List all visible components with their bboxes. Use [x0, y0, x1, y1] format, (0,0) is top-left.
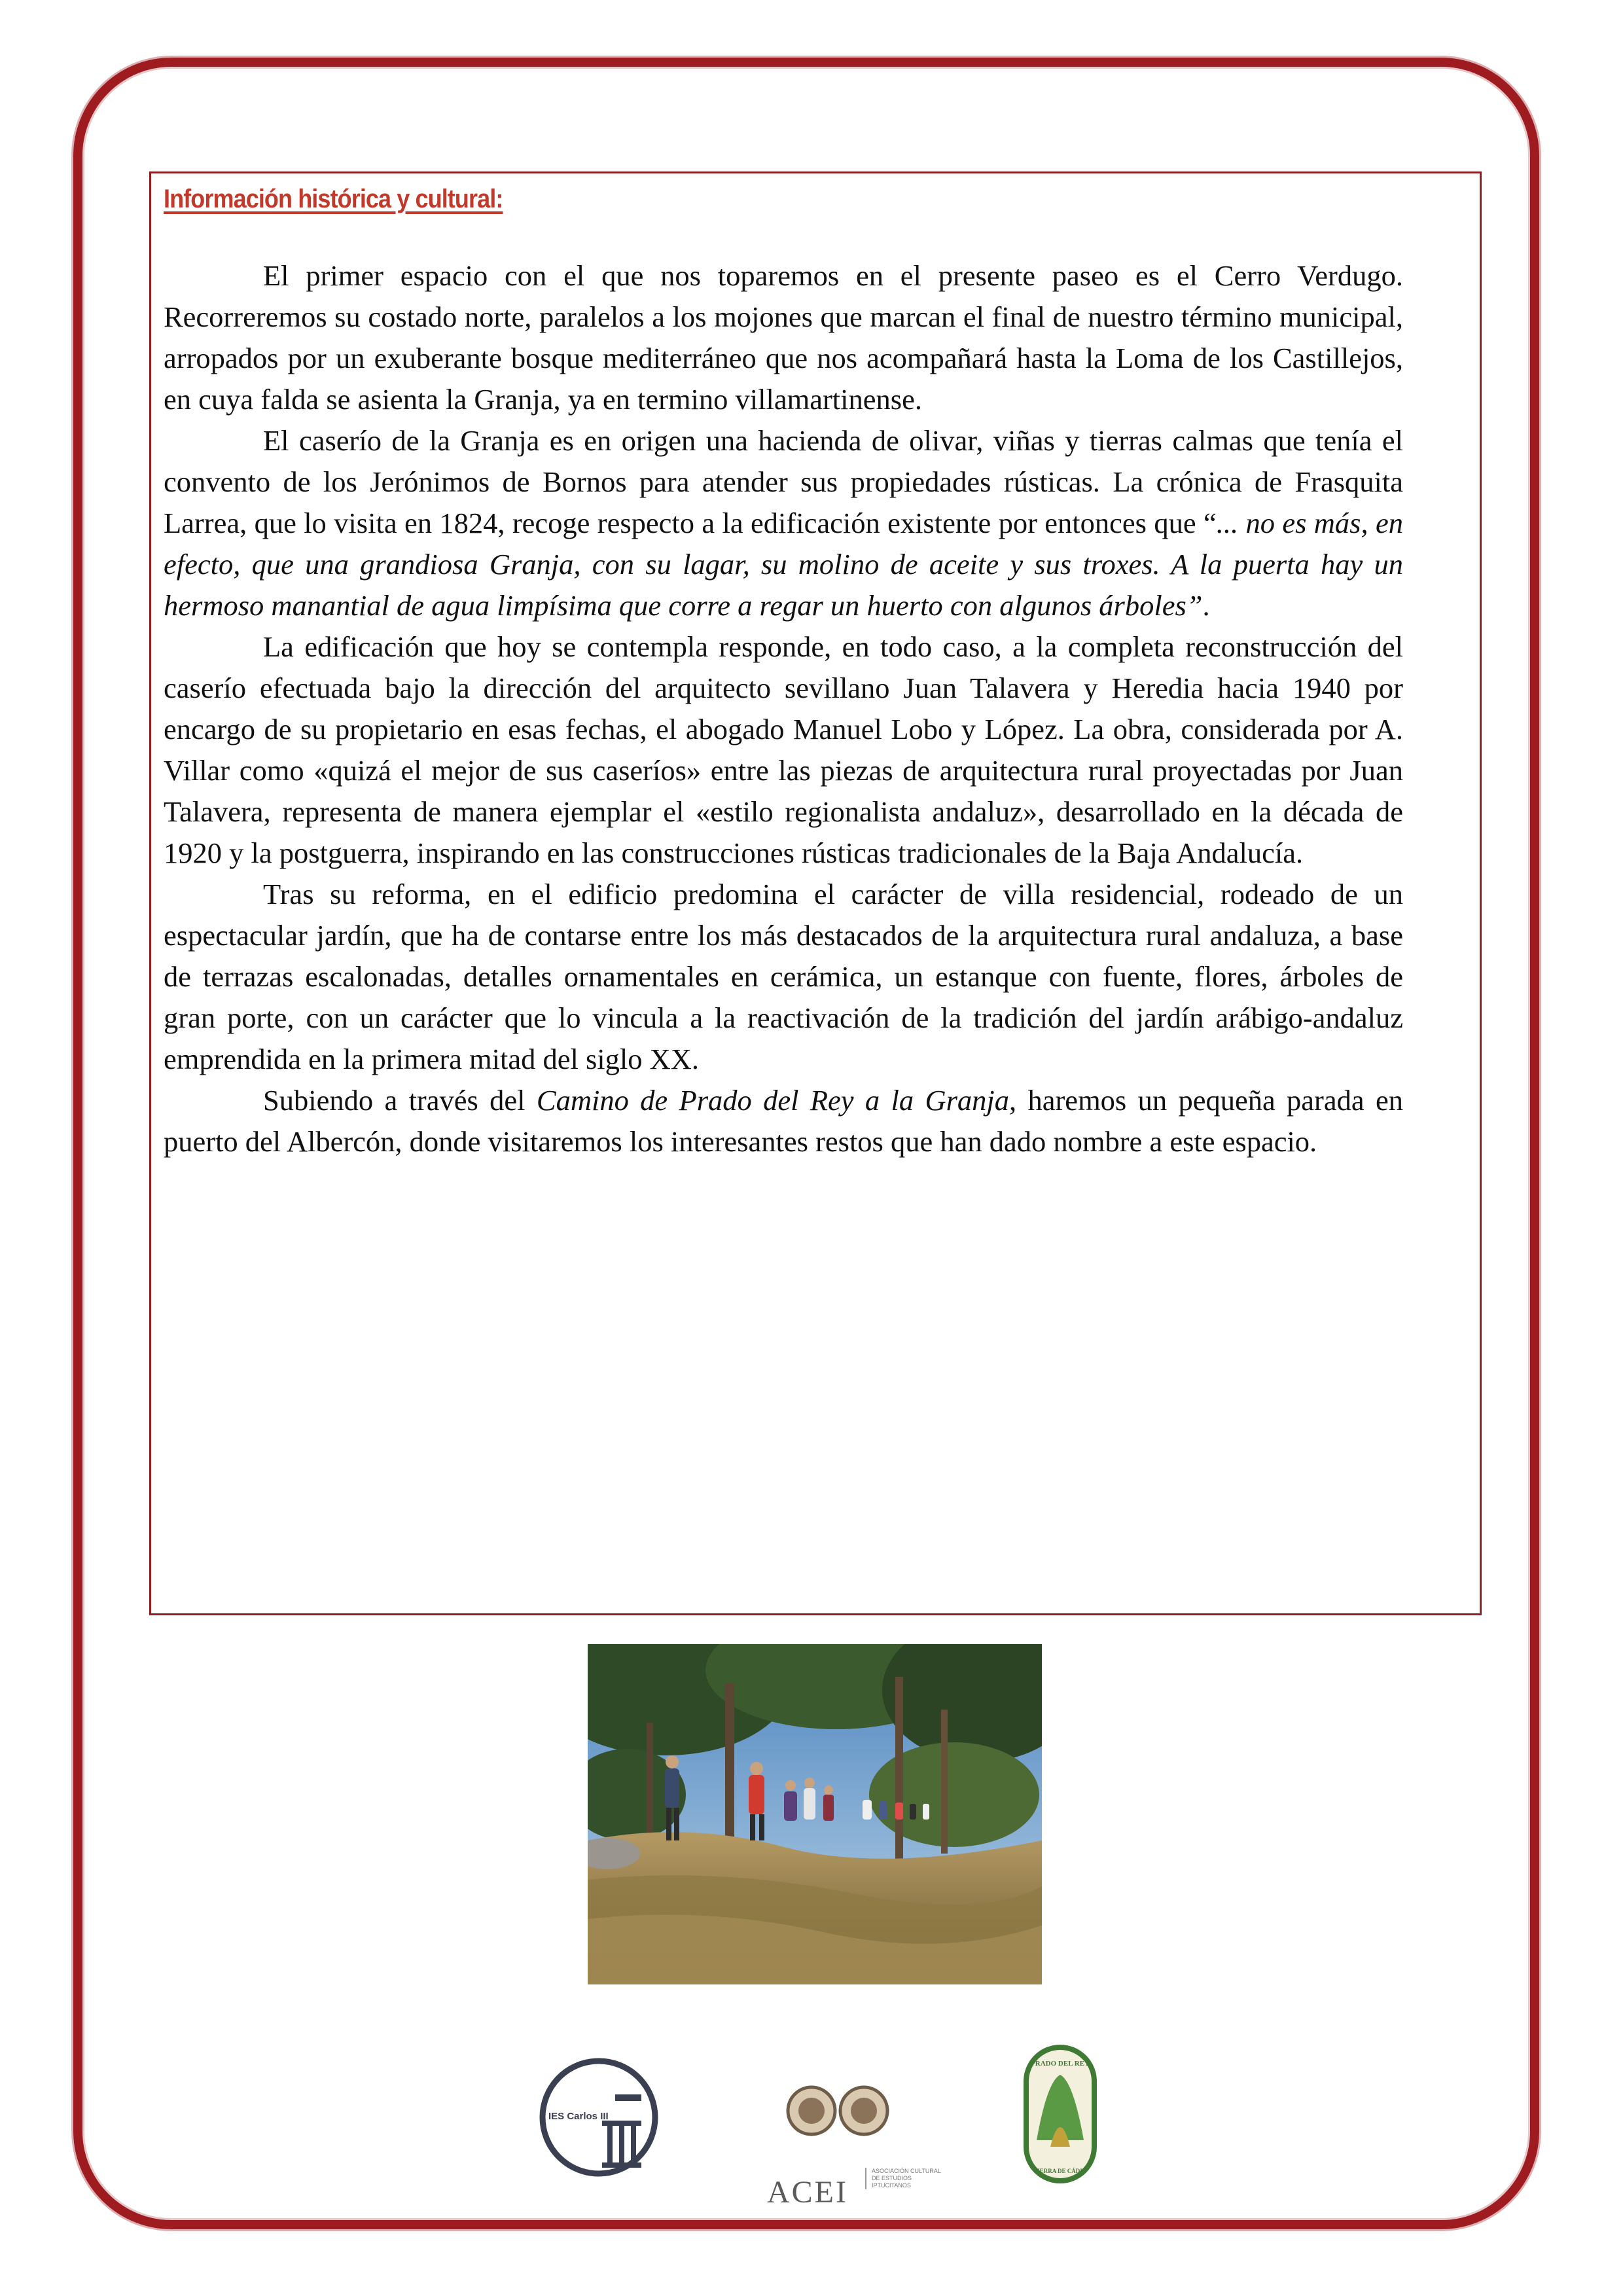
- paragraph-5-italic: Camino de Prado del Rey a la Granja: [536, 1084, 1010, 1117]
- acei-label: ACEI: [767, 2175, 848, 2210]
- paragraph-2-quote: ... no es más, en efecto, que una grandiosa Granja, con su lagar, su molino de aceite y sus troxes. A la puerta hay un hermoso manantial de agua limpísima que corre a regar un huerto con algunos árboles”: [164, 507, 1404, 622]
- acei-sub-label: ASOCIACIÓN CULTURAL DE ESTUDIOS IPTUCITANOS: [865, 2168, 950, 2189]
- hikers-photo: [588, 1644, 1042, 1984]
- cs-triton-logo: [1021, 2042, 1099, 2186]
- ies-label: IES Carlos III: [548, 2111, 609, 2122]
- section-heading: Información histórica y cultural:: [164, 185, 503, 213]
- triton-bottom-label: SIERRA DE CÁDIZ: [1034, 2168, 1086, 2174]
- paragraph-1: El primer espacio con el que nos toparemos en el presente paseo es el Cerro Verdugo. Recorreremos su costado norte, paralelos a los mojones que marcan el final de nuestro término municipal, arropados por un exuberante bosque mediterráneo que nos acompañará hasta la Loma de los Castillejos, en cuya falda se asienta la Granja, ya en termino villamartinense.: [164, 259, 1403, 416]
- paragraph-5-start: Subiendo a través del: [263, 1084, 537, 1117]
- paragraph-5: [164, 1080, 1403, 1162]
- paragraph-2: [164, 420, 1403, 626]
- paragraph-2-start: El caserío de la Granja es en origen una hacienda de olivar, viñas y tierras calmas que tenía el convento de los Jerónimos de Bornos para atender sus propiedades rústicas. La crónica de Frasquita Larrea, que lo visita en 1824, recoge respecto a la edificación existente por entonces que “: [164, 424, 1403, 539]
- paragraph-5-end: , haremos un pequeña parada en puerto del Albercón, donde visitaremos los interesantes restos que han dado nombre a este espacio.: [164, 1084, 1403, 1158]
- ies-carlos-iii-logo: [537, 2055, 661, 2179]
- paragraph-3: La edificación que hoy se contempla responde, en todo caso, a la completa reconstrucción del caserío efectuada bajo la dirección del arquitecto sevillano Juan Talavera y Heredia hacia 1940 por encargo de su propietario en esas fechas, el abogado Manuel Lobo y López. La obra, considerada por A. Villar como «quizá el mejor de sus caseríos» entre las piezas de arquitectura rural proyectadas por Juan Talavera, representa de manera ejemplar el «estilo regionalista andaluz», desarrollado en la década de 1920 y la postguerra, inspirando en las construcciones rústicas tradicionales de la Baja Andalucía.: [164, 630, 1403, 869]
- triton-top-label: PRADO DEL REY: [1031, 2060, 1090, 2068]
- paragraph-4: Tras su reforma, en el edificio predomina el carácter de villa residencial, rodeado de un espectacular jardín, que ha de contarse entre los más destacados de la arquitectura rural andaluza, a base de terrazas escalonadas, detalles ornamentales en cerámica, un estanque con fuente, flores, árboles de gran porte, con un carácter que lo vincula a la reactivación de la tradición del jardín arábigo-andaluz emprendida en la primera mitad del siglo XX.: [164, 878, 1403, 1075]
- logos-row: [0, 2029, 1623, 2186]
- paragraph-2-end: .: [1202, 589, 1210, 622]
- acei-logo-medallions: [759, 2042, 936, 2179]
- body-text: [164, 255, 1403, 1162]
